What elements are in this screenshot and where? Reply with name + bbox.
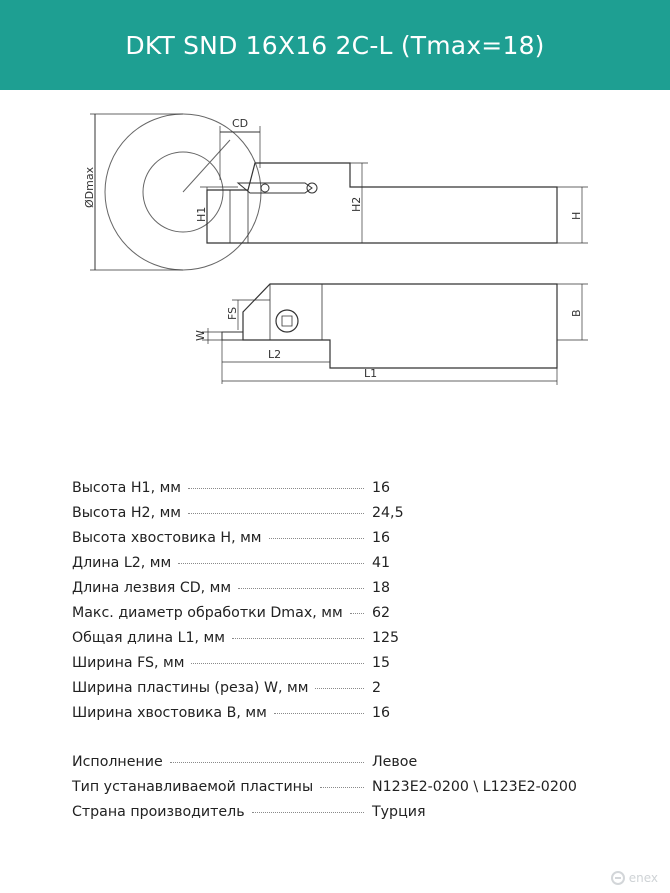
spec-value: 16: [372, 530, 391, 546]
header-banner: [0, 0, 670, 90]
spec-row: [72, 555, 612, 580]
spec-label: Высота H2, мм: [72, 505, 182, 521]
info-row: [72, 754, 612, 779]
spec-row: [72, 480, 612, 505]
center-line: [183, 140, 230, 192]
spec-value: 18: [372, 580, 391, 596]
w-label: W: [194, 330, 207, 341]
spec-row: [72, 680, 612, 705]
brand-logo-icon: [611, 871, 625, 885]
dot-leader: [178, 563, 364, 564]
dot-leader: [274, 713, 364, 714]
insert-side: [222, 332, 243, 340]
page-title: DKT SND 16X16 2C-L (Tmax=18): [125, 30, 545, 60]
spec-label: Высота H1, мм: [72, 480, 182, 496]
spec-value: 41: [372, 555, 391, 571]
spec-label: Ширина пластины (реза) W, мм: [72, 680, 309, 696]
spec-value: 62: [372, 605, 391, 621]
brand-watermark: [611, 871, 658, 885]
insert-tip: [261, 184, 269, 192]
spec-list: [72, 480, 612, 730]
spec-label: Макс. диаметр обработки Dmax, мм: [72, 605, 343, 621]
cd-label: CD: [232, 117, 249, 130]
dot-leader: [315, 688, 364, 689]
dot-leader: [238, 588, 364, 589]
b-label: B: [570, 309, 583, 317]
spec-label: Ширина FS, мм: [72, 655, 185, 671]
dot-leader: [232, 638, 364, 639]
dot-leader: [350, 613, 364, 614]
spec-label: Высота хвостовика H, мм: [72, 530, 262, 546]
spec-row: [72, 705, 612, 730]
info-row: [72, 804, 612, 829]
info-label: Тип устанавливаемой пластины: [72, 779, 314, 795]
dot-leader: [269, 538, 364, 539]
l1-label: L1: [364, 367, 378, 380]
dot-leader: [188, 513, 364, 514]
spec-row: [72, 505, 612, 530]
info-value: Левое: [372, 754, 418, 770]
spec-label: Длина L2, мм: [72, 555, 172, 571]
fs-label: FS: [226, 306, 239, 320]
clamp-screw-hex: [282, 316, 292, 326]
h-label: H: [570, 211, 583, 220]
dot-leader: [170, 762, 364, 763]
spec-value: 2: [372, 680, 382, 696]
technical-drawing: [0, 95, 670, 395]
spec-row: [72, 580, 612, 605]
info-value: N123E2-0200 \ L123E2-0200: [372, 779, 577, 795]
spec-label: Ширина хвостовика B, мм: [72, 705, 267, 721]
spec-row: [72, 630, 612, 655]
info-row: [72, 779, 612, 804]
spec-value: 24,5: [372, 505, 404, 521]
spec-row: [72, 530, 612, 555]
h2-label: H2: [350, 196, 363, 212]
spec-row: [72, 605, 612, 630]
h1-label: H1: [195, 206, 208, 222]
spec-label: Общая длина L1, мм: [72, 630, 225, 646]
spec-row: [72, 655, 612, 680]
tool-drawing-svg: [0, 95, 670, 395]
dot-leader: [252, 812, 364, 813]
info-value: Турция: [372, 804, 426, 820]
spec-value: 125: [372, 630, 400, 646]
info-label: Страна производитель: [72, 804, 245, 820]
clamp-screw: [276, 310, 298, 332]
spec-value: 16: [372, 705, 391, 721]
dot-leader: [191, 663, 364, 664]
info-list: [72, 754, 612, 829]
spec-value: 15: [372, 655, 391, 671]
l2-label: L2: [268, 348, 282, 361]
dot-leader: [320, 787, 364, 788]
dot-leader: [188, 488, 364, 489]
dmax-label: ØDmax: [83, 166, 96, 208]
brand-name: enex: [628, 871, 658, 885]
spec-label: Длина лезвия CD, мм: [72, 580, 232, 596]
spec-value: 16: [372, 480, 391, 496]
info-label: Исполнение: [72, 754, 163, 770]
